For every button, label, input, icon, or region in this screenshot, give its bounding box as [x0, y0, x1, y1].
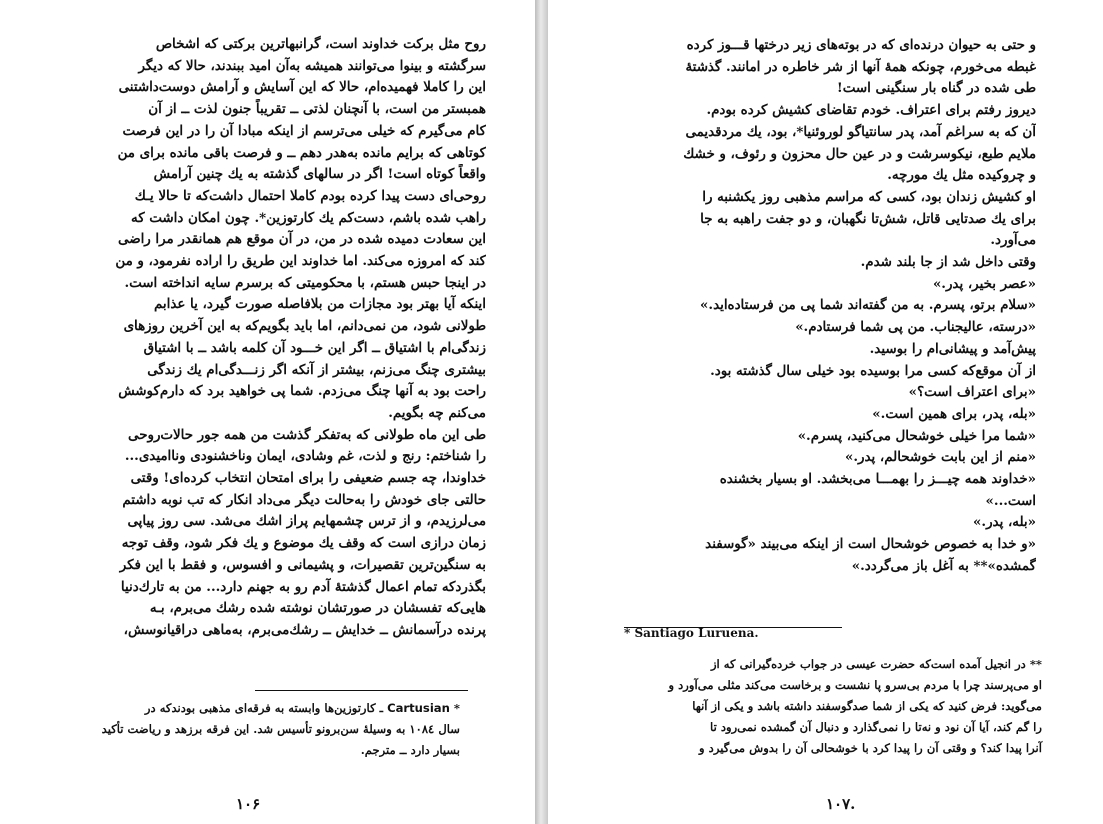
text-line: هایی‌که تفسشان در صورتشان نوشته شده رشك می‌برم، بـه [149, 600, 486, 617]
text-line: می‌کنم چه بگویم. [388, 404, 486, 421]
footnote-marker: * [624, 626, 635, 640]
text-line: از آن موقع‌که کسی مرا بوسیده بود خیلی سال گذشته بود. [710, 362, 1036, 379]
left-footnote [40, 698, 460, 761]
left-page [0, 0, 535, 824]
text-line: «عصر بخیر، پدر.» [932, 275, 1036, 292]
text-line: طی شده در گناه بار سنگینی است! [836, 80, 1036, 97]
page-number: ۱۰۶ [236, 795, 261, 813]
text-line: گمشده»** به آغل باز می‌گردد.» [851, 557, 1036, 574]
text-line: «بله، پدر.» [973, 514, 1036, 531]
text-line: زمان درازی است که وقف یك موضوع و یك فکر شود، وقف توجه [121, 535, 486, 552]
footnote-line: او می‌پرسند چرا با مردم بی‌سرو پا نشست و برخاست می‌کند مثلی می‌آورد و [668, 678, 1042, 692]
footnote-line: ** در انجیل آمده است‌که حضرت عیسی در جواب خرده‌گیرانی که از [710, 657, 1042, 671]
text-line: این سعادت دمیده شده در من، در آن موقع هم همانقدر مرا راضی [118, 231, 486, 248]
page-number: .۱۰۷ [826, 795, 856, 813]
text-line: واقعاً کوتاه است! اگر در سالهای گذشته به یك چنین آرامش [153, 166, 486, 183]
text-line: آن که به سراغم آمد، پدر سانتیاگو لوروئنیا*، بود، یك مردقدیمی [685, 123, 1036, 140]
right-footnote [634, 654, 1042, 759]
text-line: بیشتری چنگ می‌زنم، بیشتر از آنکه اگر زنـــدگی‌ام یك زندگی [147, 361, 486, 378]
text-line: زندگی‌ام با اشتیاق ــ اگر این خـــود آن کلمه باشد ــ با اشتیاق [143, 339, 486, 356]
footnote-latin-text: Santiago Luruena. [634, 626, 759, 640]
text-line: «درسته، عالیجناب. من پی شما فرستادم.» [795, 319, 1036, 336]
text-line: او کشیش زندان بود، کسی که مراسم مذهبی روز یکشنبه را [702, 188, 1036, 205]
text-line: «سلام برتو، پسرم. به من گفته‌اند شما پی من فرستاده‌اید.» [700, 297, 1036, 314]
text-line: راحت بود به آنها چنگ می‌زدم. شما پی خواهید برد که دارم‌کوشش [118, 383, 486, 400]
text-line: پرنده درآسمانش ــ خدایش ــ رشك‌می‌برم، به‌ماهی دراقیانوسش، [123, 621, 486, 638]
footnote-line: * Cartusian ـ کارتوزین‌ها وابسته به فرقه‌ای مذهبی بودند‌که در [144, 701, 460, 715]
text-line: می‌آورد. [990, 232, 1036, 249]
footnote-rule [255, 690, 468, 691]
text-line: کند که امروزه می‌کند. اما خداوند این طریق را اراده نفرمود، و من [115, 253, 486, 270]
text-line: «منم از این بابت خوشحالم، پدر.» [844, 449, 1036, 466]
text-line: روحی‌ای دست پیدا کرده بودم کاملا احتمال داشت‌که تا حالا یـك [134, 187, 486, 204]
footnote-latin-term: Cartusian [387, 701, 450, 715]
text-line: ملایم طبع، نیکوسرشت و در عین حال محزون و رئوف، و خشك [683, 145, 1036, 162]
text-line: به سنگین‌ترین تقصیرات، و پشیمانی و افسوس، و فقط با این فکر [119, 556, 486, 573]
right-page [548, 0, 1103, 824]
footnote-line: آنرا پیدا کند؟ و وقتی آن را پیدا کرد با خوشحالی آن را بدوش می‌گیرد و [699, 741, 1042, 755]
footnote-latin-term [624, 626, 759, 640]
book-gutter [535, 0, 548, 824]
left-page-body [38, 34, 486, 642]
right-page-body [636, 35, 1036, 578]
text-line: راهب شده باشم، دست‌کم یك کارتوزین*. چون امکان داشت که [131, 209, 486, 226]
text-line: برای یك صدتایی قاتل، شش‌تا نگهبان، و دو جفت راهبه به جا [700, 210, 1036, 227]
footnote-text: ـ کارتوزین‌ها وابسته به فرقه‌ای مذهبی بودند‌که در [144, 701, 384, 715]
text-line: وقتی داخل شد از جا بلند شدم. [860, 254, 1036, 271]
text-line: «بله، پدر، برای همین است.» [872, 405, 1036, 422]
text-line: طولانی شود، من نمی‌دانم، اما باید بگویم‌که به این آخرین روزهای [123, 318, 486, 335]
footnote-line: را گم کند، آیا آن نود و نه‌تا را نمی‌گذارد و دنبال آن گمشده نمی‌رود تا [710, 720, 1042, 734]
text-line: پیش‌آمد و پیشانی‌ام را بوسید. [869, 340, 1036, 357]
text-line: سرگشته و بینوا می‌توانند همیشه به‌آن امید ببندند، حالا که دیگر [138, 57, 486, 74]
text-line: کوتاهی که برایم مانده به‌هدر دهم ــ و فرصت باقی مانده برای من [117, 144, 486, 161]
text-line: بگذرد‌که تمام اعمال گذشتهٔ آدم رو به جهنم دارد... من به تارك‌دنیا [120, 578, 486, 595]
footnote-line: بسیار دارد ــ مترجم. [360, 743, 460, 757]
text-line: این را کاملا فهمیده‌ام، حالا که این آسایش و آرامش دوست‌داشتنی [118, 79, 486, 96]
text-line: کام می‌گیرم که خیلی می‌ترسم از اینکه مبادا آن را در این فرصت [122, 122, 486, 139]
text-line: همبستر من است، با آنچنان لذتی ــ تقریباً جنون لذت ــ از آن [148, 101, 486, 118]
text-line: روح مثل برکت خداوند است، گرانبهاترین برکتی که اشخاص [155, 36, 486, 52]
text-line: «خداوند همه چیـــز را بهمـــا می‌بخشد. او بسیار بخشنده [719, 471, 1036, 488]
text-line: اینکه آیا بهتر بود مجازات من بلافاصله صورت گیرد، یا عذابم [153, 296, 486, 313]
text-line: «شما مرا خیلی خوشحال می‌کنید، پسرم.» [797, 427, 1036, 444]
text-line: و چروکیده مثل یك مورچه. [887, 167, 1036, 184]
text-line: و حتی به حیوان درنده‌ای که در بوته‌های زیر درختها قـــوز کرده [686, 37, 1036, 53]
text-line: را شناختم: رنج و لذت، غم وشادی، ایمان وناخشنودی وناامیدی... [124, 448, 486, 465]
text-line: «برای اعتراف است؟» [908, 384, 1036, 401]
text-line: «و خدا به خصوص خوشحال است از اینکه می‌بیند «گوسفند [705, 536, 1036, 553]
text-line: طی این ماه طولانی که به‌تفکر گذشت من همه جور حالات‌روحی [128, 426, 486, 443]
text-line: غبطه می‌خورم، چونکه همهٔ آنها از شر خاطره در امانند. گذشتهٔ [685, 58, 1036, 75]
text-line: دیروز رفتم برای اعتراف. خودم تقاضای کشیش کرده بودم. [706, 102, 1036, 119]
footnote-line: سال ۱۰۸٤ به وسیلهٔ سن‌برونو تأسیس شد. این فرقه برزهد و ریاضت تأکید [101, 722, 460, 736]
text-line: خداوندا، چه جسم ضعیفی را برای امتحان انتخاب کرده‌ای! وقتی [130, 470, 486, 487]
text-line: در اینجا حبس هستم، با محکومیتی که برسرم سایه انداخته است. [124, 274, 486, 291]
text-line: است...» [985, 492, 1036, 509]
text-line: حالتی جای خودش را به‌حالت دیگر می‌داد انکار که تب نوبه داشتم [122, 491, 486, 508]
text-line: می‌لرزیدم، و از ترس چشمهایم پراز اشك می‌شد. سی روز پیاپی [127, 513, 486, 530]
footnote-line: می‌گوید: فرض کنید که یکی از شما صدگوسفند داشته باشد و یکی از آنها [692, 699, 1042, 713]
